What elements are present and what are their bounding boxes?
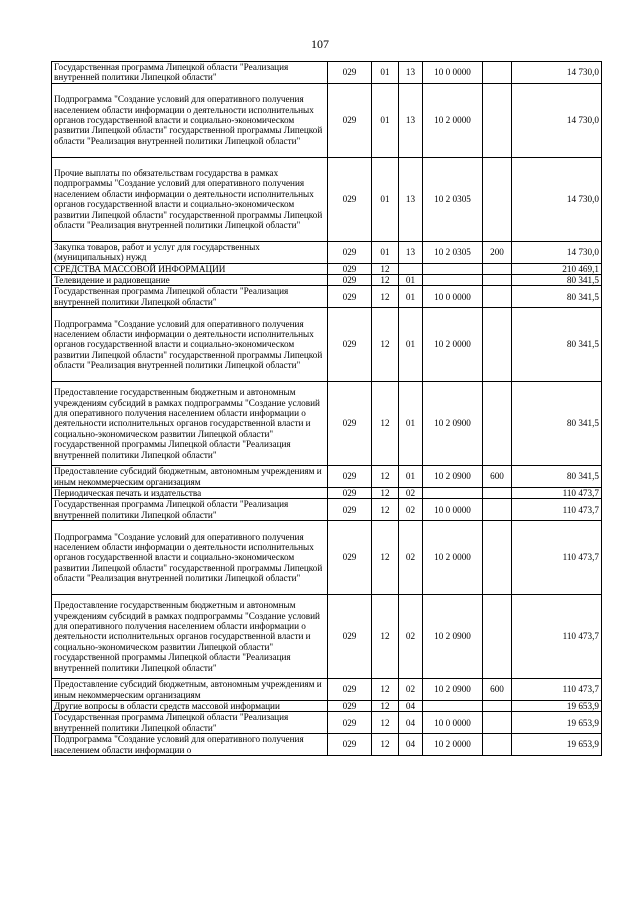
cell-name: Подпрограмма "Создание условий для оперативного получения населением области информации о деятельности исполнительных органов государственной власти и социально-экономическом развитии Липецкой области" государственной программы Липецкой области "Реализация внутренней политики Липецкой области"	[52, 308, 328, 382]
cell-ved: 029	[328, 488, 372, 499]
cell-ved: 029	[328, 308, 372, 382]
cell-vr	[483, 286, 512, 308]
cell-pr: 01	[399, 308, 423, 382]
cell-sum: 19 653,9	[512, 734, 602, 756]
cell-csr: 10 2 0000	[423, 308, 483, 382]
cell-ved: 029	[328, 679, 372, 701]
cell-pr: 13	[399, 241, 423, 263]
cell-csr: 10 0 0000	[423, 286, 483, 308]
cell-pr: 13	[399, 62, 423, 84]
cell-vr	[483, 521, 512, 595]
cell-rz: 12	[372, 679, 399, 701]
cell-sum: 80 341,5	[512, 275, 602, 286]
cell-csr	[423, 701, 483, 712]
cell-csr: 10 2 0900	[423, 466, 483, 488]
cell-rz: 12	[372, 595, 399, 679]
table-row	[52, 62, 602, 84]
cell-csr	[423, 275, 483, 286]
table-row	[52, 308, 602, 382]
cell-name: Телевидение и радиовещание	[52, 275, 328, 286]
cell-sum: 80 341,5	[512, 466, 602, 488]
cell-name: Периодическая печать и издательства	[52, 488, 328, 499]
cell-pr: 02	[399, 488, 423, 499]
cell-rz: 12	[372, 286, 399, 308]
table-row	[52, 275, 602, 286]
cell-sum: 110 473,7	[512, 521, 602, 595]
cell-ved: 029	[328, 701, 372, 712]
cell-vr	[483, 382, 512, 466]
table-row	[52, 679, 602, 701]
cell-pr: 04	[399, 712, 423, 734]
cell-name: Подпрограмма "Создание условий для оперативного получения населением области информации о	[52, 734, 328, 756]
cell-sum: 14 730,0	[512, 62, 602, 84]
cell-ved: 029	[328, 382, 372, 466]
table-row	[52, 712, 602, 734]
cell-pr: 13	[399, 157, 423, 241]
cell-name: Предоставление государственным бюджетным и автономным учреждениям субсидий в рамках подпрограммы "Создание условий для оперативного получения населением области информации о деятельности исполнительных органов государственной власти и социально-экономическом развитии Липецкой области" государственной программы Липецкой области "Реализация внутренней политики Липецкой области"	[52, 382, 328, 466]
cell-name: Другие вопросы в области средств массовой информации	[52, 701, 328, 712]
cell-sum: 19 653,9	[512, 701, 602, 712]
cell-name: Предоставление субсидий бюджетным, автономным учреждениям и иным некоммерческим организациям	[52, 679, 328, 701]
table-row	[52, 286, 602, 308]
table-row	[52, 157, 602, 241]
cell-vr	[483, 275, 512, 286]
cell-csr: 10 2 0900	[423, 382, 483, 466]
page-number: 107	[311, 37, 329, 51]
cell-pr: 13	[399, 83, 423, 157]
cell-rz: 01	[372, 83, 399, 157]
cell-rz: 12	[372, 263, 399, 274]
cell-sum: 110 473,7	[512, 499, 602, 521]
budget-table	[51, 61, 602, 756]
cell-ved: 029	[328, 275, 372, 286]
cell-rz: 12	[372, 466, 399, 488]
cell-sum: 80 341,5	[512, 308, 602, 382]
table-row	[52, 595, 602, 679]
cell-sum: 80 341,5	[512, 382, 602, 466]
cell-ved: 029	[328, 712, 372, 734]
cell-ved: 029	[328, 83, 372, 157]
cell-csr: 10 0 0000	[423, 62, 483, 84]
cell-sum: 19 653,9	[512, 712, 602, 734]
cell-rz: 12	[372, 701, 399, 712]
cell-vr	[483, 263, 512, 274]
cell-pr: 02	[399, 499, 423, 521]
cell-rz: 12	[372, 712, 399, 734]
cell-pr: 01	[399, 466, 423, 488]
cell-rz: 12	[372, 275, 399, 286]
cell-ved: 029	[328, 521, 372, 595]
cell-rz: 12	[372, 499, 399, 521]
cell-vr	[483, 595, 512, 679]
cell-sum: 14 730,0	[512, 241, 602, 263]
cell-vr	[483, 701, 512, 712]
table-row	[52, 488, 602, 499]
table-row	[52, 701, 602, 712]
cell-ved: 029	[328, 286, 372, 308]
cell-ved: 029	[328, 466, 372, 488]
cell-name: Подпрограмма "Создание условий для оперативного получения населением области информации о деятельности исполнительных органов государственной власти и социально-экономическом развитии Липецкой области" государственной программы Липецкой области "Реализация внутренней политики Липецкой области"	[52, 521, 328, 595]
cell-csr	[423, 263, 483, 274]
cell-vr	[483, 488, 512, 499]
table-row	[52, 521, 602, 595]
cell-vr: 600	[483, 679, 512, 701]
cell-vr	[483, 83, 512, 157]
cell-vr: 200	[483, 241, 512, 263]
cell-csr: 10 0 0000	[423, 712, 483, 734]
cell-pr: 04	[399, 734, 423, 756]
cell-name: Прочие выплаты по обязательствам государства в рамках подпрограммы "Создание условий для оперативного получения населением области информации о деятельности исполнительных органов государственной власти и социально-экономическом развитии Липецкой области" государственной программы Липецкой области "Реализация внутренней политики Липецкой области"	[52, 157, 328, 241]
cell-csr: 10 0 0000	[423, 499, 483, 521]
cell-pr	[399, 263, 423, 274]
cell-sum: 210 469,1	[512, 263, 602, 274]
cell-vr	[483, 157, 512, 241]
cell-pr: 02	[399, 679, 423, 701]
cell-ved: 029	[328, 499, 372, 521]
cell-sum: 80 341,5	[512, 286, 602, 308]
cell-name: Государственная программа Липецкой области "Реализация внутренней политики Липецкой области"	[52, 62, 328, 84]
table-row	[52, 734, 602, 756]
table-row	[52, 83, 602, 157]
table-row	[52, 263, 602, 274]
cell-sum: 110 473,7	[512, 679, 602, 701]
cell-vr	[483, 308, 512, 382]
cell-csr: 10 2 0900	[423, 595, 483, 679]
cell-name: Подпрограмма "Создание условий для оперативного получения населением области информации о деятельности исполнительных органов государственной власти и социально-экономическом развитии Липецкой области" государственной программы Липецкой области "Реализация внутренней политики Липецкой области"	[52, 83, 328, 157]
cell-rz: 12	[372, 734, 399, 756]
cell-pr: 01	[399, 275, 423, 286]
budget-table-body	[52, 62, 602, 756]
cell-rz: 12	[372, 308, 399, 382]
cell-vr: 600	[483, 466, 512, 488]
cell-vr	[483, 62, 512, 84]
table-row	[52, 382, 602, 466]
cell-rz: 12	[372, 488, 399, 499]
cell-csr: 10 2 0000	[423, 521, 483, 595]
cell-csr: 10 2 0900	[423, 679, 483, 701]
cell-rz: 01	[372, 157, 399, 241]
cell-name: СРЕДСТВА МАССОВОЙ ИНФОРМАЦИИ	[52, 263, 328, 274]
cell-vr	[483, 499, 512, 521]
cell-name: Предоставление государственным бюджетным и автономным учреждениям субсидий в рамках подпрограммы "Создание условий для оперативного получения населением области информации о деятельности исполнительных органов государственной власти и социально-экономическом развитии Липецкой области" государственной программы Липецкой области "Реализация внутренней политики Липецкой области"	[52, 595, 328, 679]
cell-rz: 01	[372, 241, 399, 263]
cell-name: Закупка товаров, работ и услуг для государственных (муниципальных) нужд	[52, 241, 328, 263]
cell-pr: 02	[399, 521, 423, 595]
cell-pr: 01	[399, 286, 423, 308]
cell-sum: 14 730,0	[512, 83, 602, 157]
cell-ved: 029	[328, 62, 372, 84]
cell-rz: 12	[372, 521, 399, 595]
cell-csr: 10 2 0000	[423, 734, 483, 756]
cell-sum: 110 473,7	[512, 488, 602, 499]
table-row	[52, 466, 602, 488]
cell-pr: 04	[399, 701, 423, 712]
cell-rz: 12	[372, 382, 399, 466]
cell-vr	[483, 712, 512, 734]
cell-ved: 029	[328, 241, 372, 263]
cell-sum: 110 473,7	[512, 595, 602, 679]
cell-name: Государственная программа Липецкой области "Реализация внутренней политики Липецкой области"	[52, 712, 328, 734]
cell-csr: 10 2 0305	[423, 241, 483, 263]
cell-pr: 01	[399, 382, 423, 466]
cell-csr: 10 2 0305	[423, 157, 483, 241]
cell-name: Государственная программа Липецкой области "Реализация внутренней политики Липецкой области"	[52, 286, 328, 308]
cell-sum: 14 730,0	[512, 157, 602, 241]
cell-ved: 029	[328, 157, 372, 241]
table-row	[52, 499, 602, 521]
table-row	[52, 241, 602, 263]
cell-rz: 01	[372, 62, 399, 84]
cell-ved: 029	[328, 595, 372, 679]
cell-vr	[483, 734, 512, 756]
cell-csr	[423, 488, 483, 499]
cell-pr: 02	[399, 595, 423, 679]
cell-ved: 029	[328, 263, 372, 274]
cell-ved: 029	[328, 734, 372, 756]
cell-csr: 10 2 0000	[423, 83, 483, 157]
cell-name: Государственная программа Липецкой области "Реализация внутренней политики Липецкой области"	[52, 499, 328, 521]
cell-name: Предоставление субсидий бюджетным, автономным учреждениям и иным некоммерческим организациям	[52, 466, 328, 488]
